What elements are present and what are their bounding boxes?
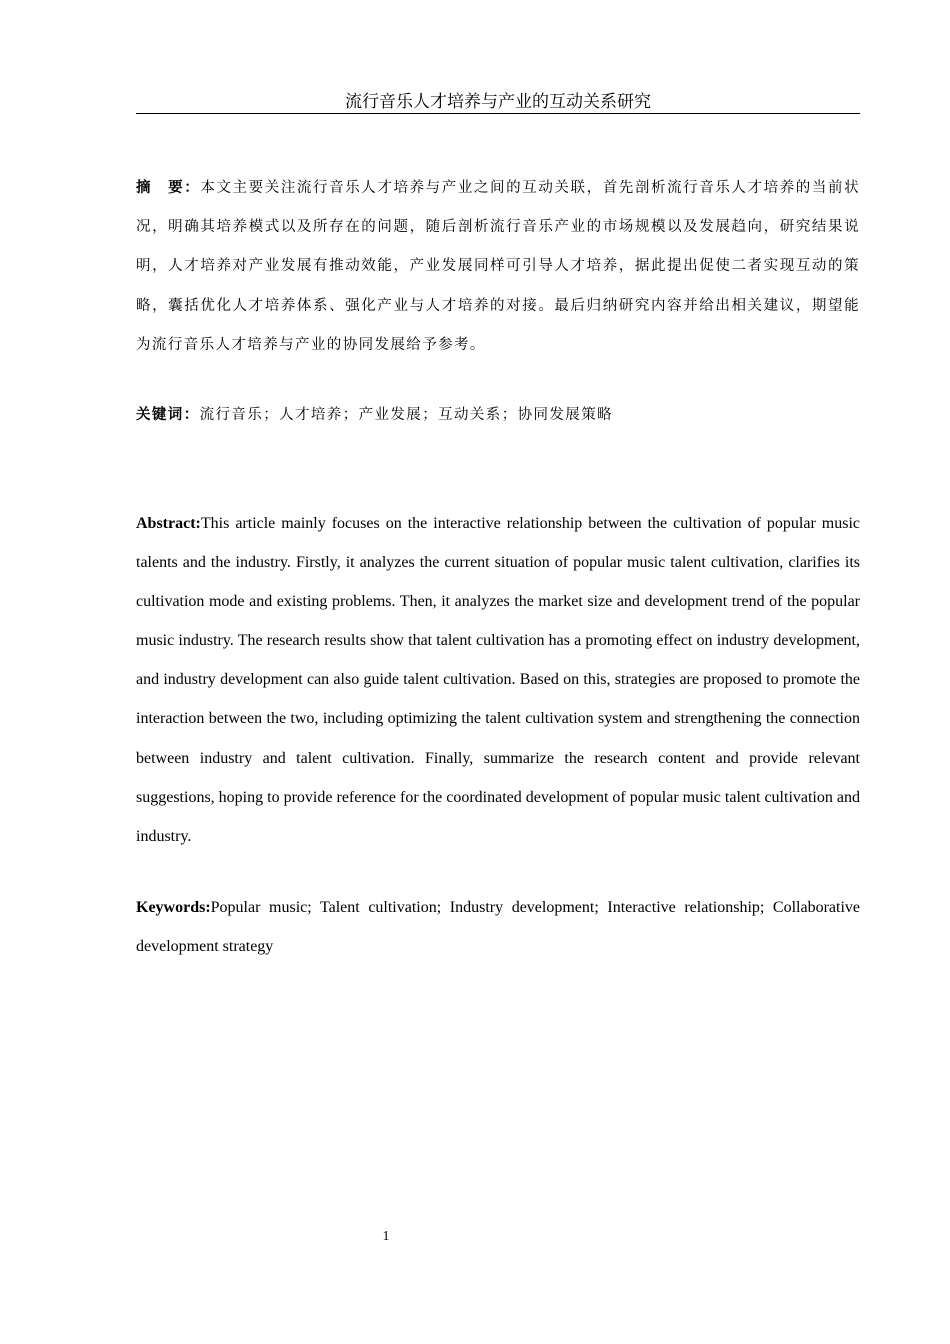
- chinese-keywords: [136, 395, 860, 435]
- english-abstract-text: This article mainly focuses on the interactive relationship between the cultivation of popular music talents and the industry. Firstly, it analyzes the current situation of popular music talent cultivation, clarifies its cultivation mode and existing problems. Then, it analyzes the market size and development trend of the popular music industry. The research results show that talent cultivation has a promoting effect on industry development, and industry development can also guide talent cultivation. Based on this, strategies are proposed to promote the interaction between the two, including optimizing the talent cultivation system and strengthening the connection between industry and talent cultivation. Finally, summarize the research content and provide relevant suggestions, hoping to provide reference for the coordinated development of popular music talent cultivation and industry.: [136, 515, 860, 845]
- english-abstract: [136, 504, 860, 856]
- english-keywords: [136, 888, 860, 966]
- chinese-abstract-text: 本文主要关注流行音乐人才培养与产业之间的互动关联，首先剖析流行音乐人才培养的当前状况，明确其培养模式以及所存在的问题，随后剖析流行音乐产业的市场规模以及发展趋向，研究结果说明，人才培养对产业发展有推动效能，产业发展同样可引导人才培养，据此提出促使二者实现互动的策略，囊括优化人才培养体系、强化产业与人才培养的对接。最后归纳研究内容并给出相关建议，期望能为流行音乐人才培养与产业的协同发展给予参考。: [136, 180, 860, 353]
- chinese-keywords-text: 流行音乐；人才培养；产业发展；互动关系；协同发展策略: [199, 407, 614, 423]
- english-abstract-label: Abstract:: [136, 515, 201, 532]
- page-number: 1: [382, 1229, 390, 1244]
- english-keywords-label: Keywords:: [136, 899, 211, 916]
- english-keywords-text: Popular music; Talent cultivation; Industry development; Interactive relationship; Collaborative development strategy: [136, 899, 860, 955]
- page-header-title: 流行音乐人才培养与产业的互动关系研究: [136, 92, 860, 114]
- chinese-keywords-label: 关键词：: [136, 406, 200, 423]
- chinese-abstract: [136, 168, 860, 365]
- chinese-abstract-label: 摘 要：: [136, 179, 201, 196]
